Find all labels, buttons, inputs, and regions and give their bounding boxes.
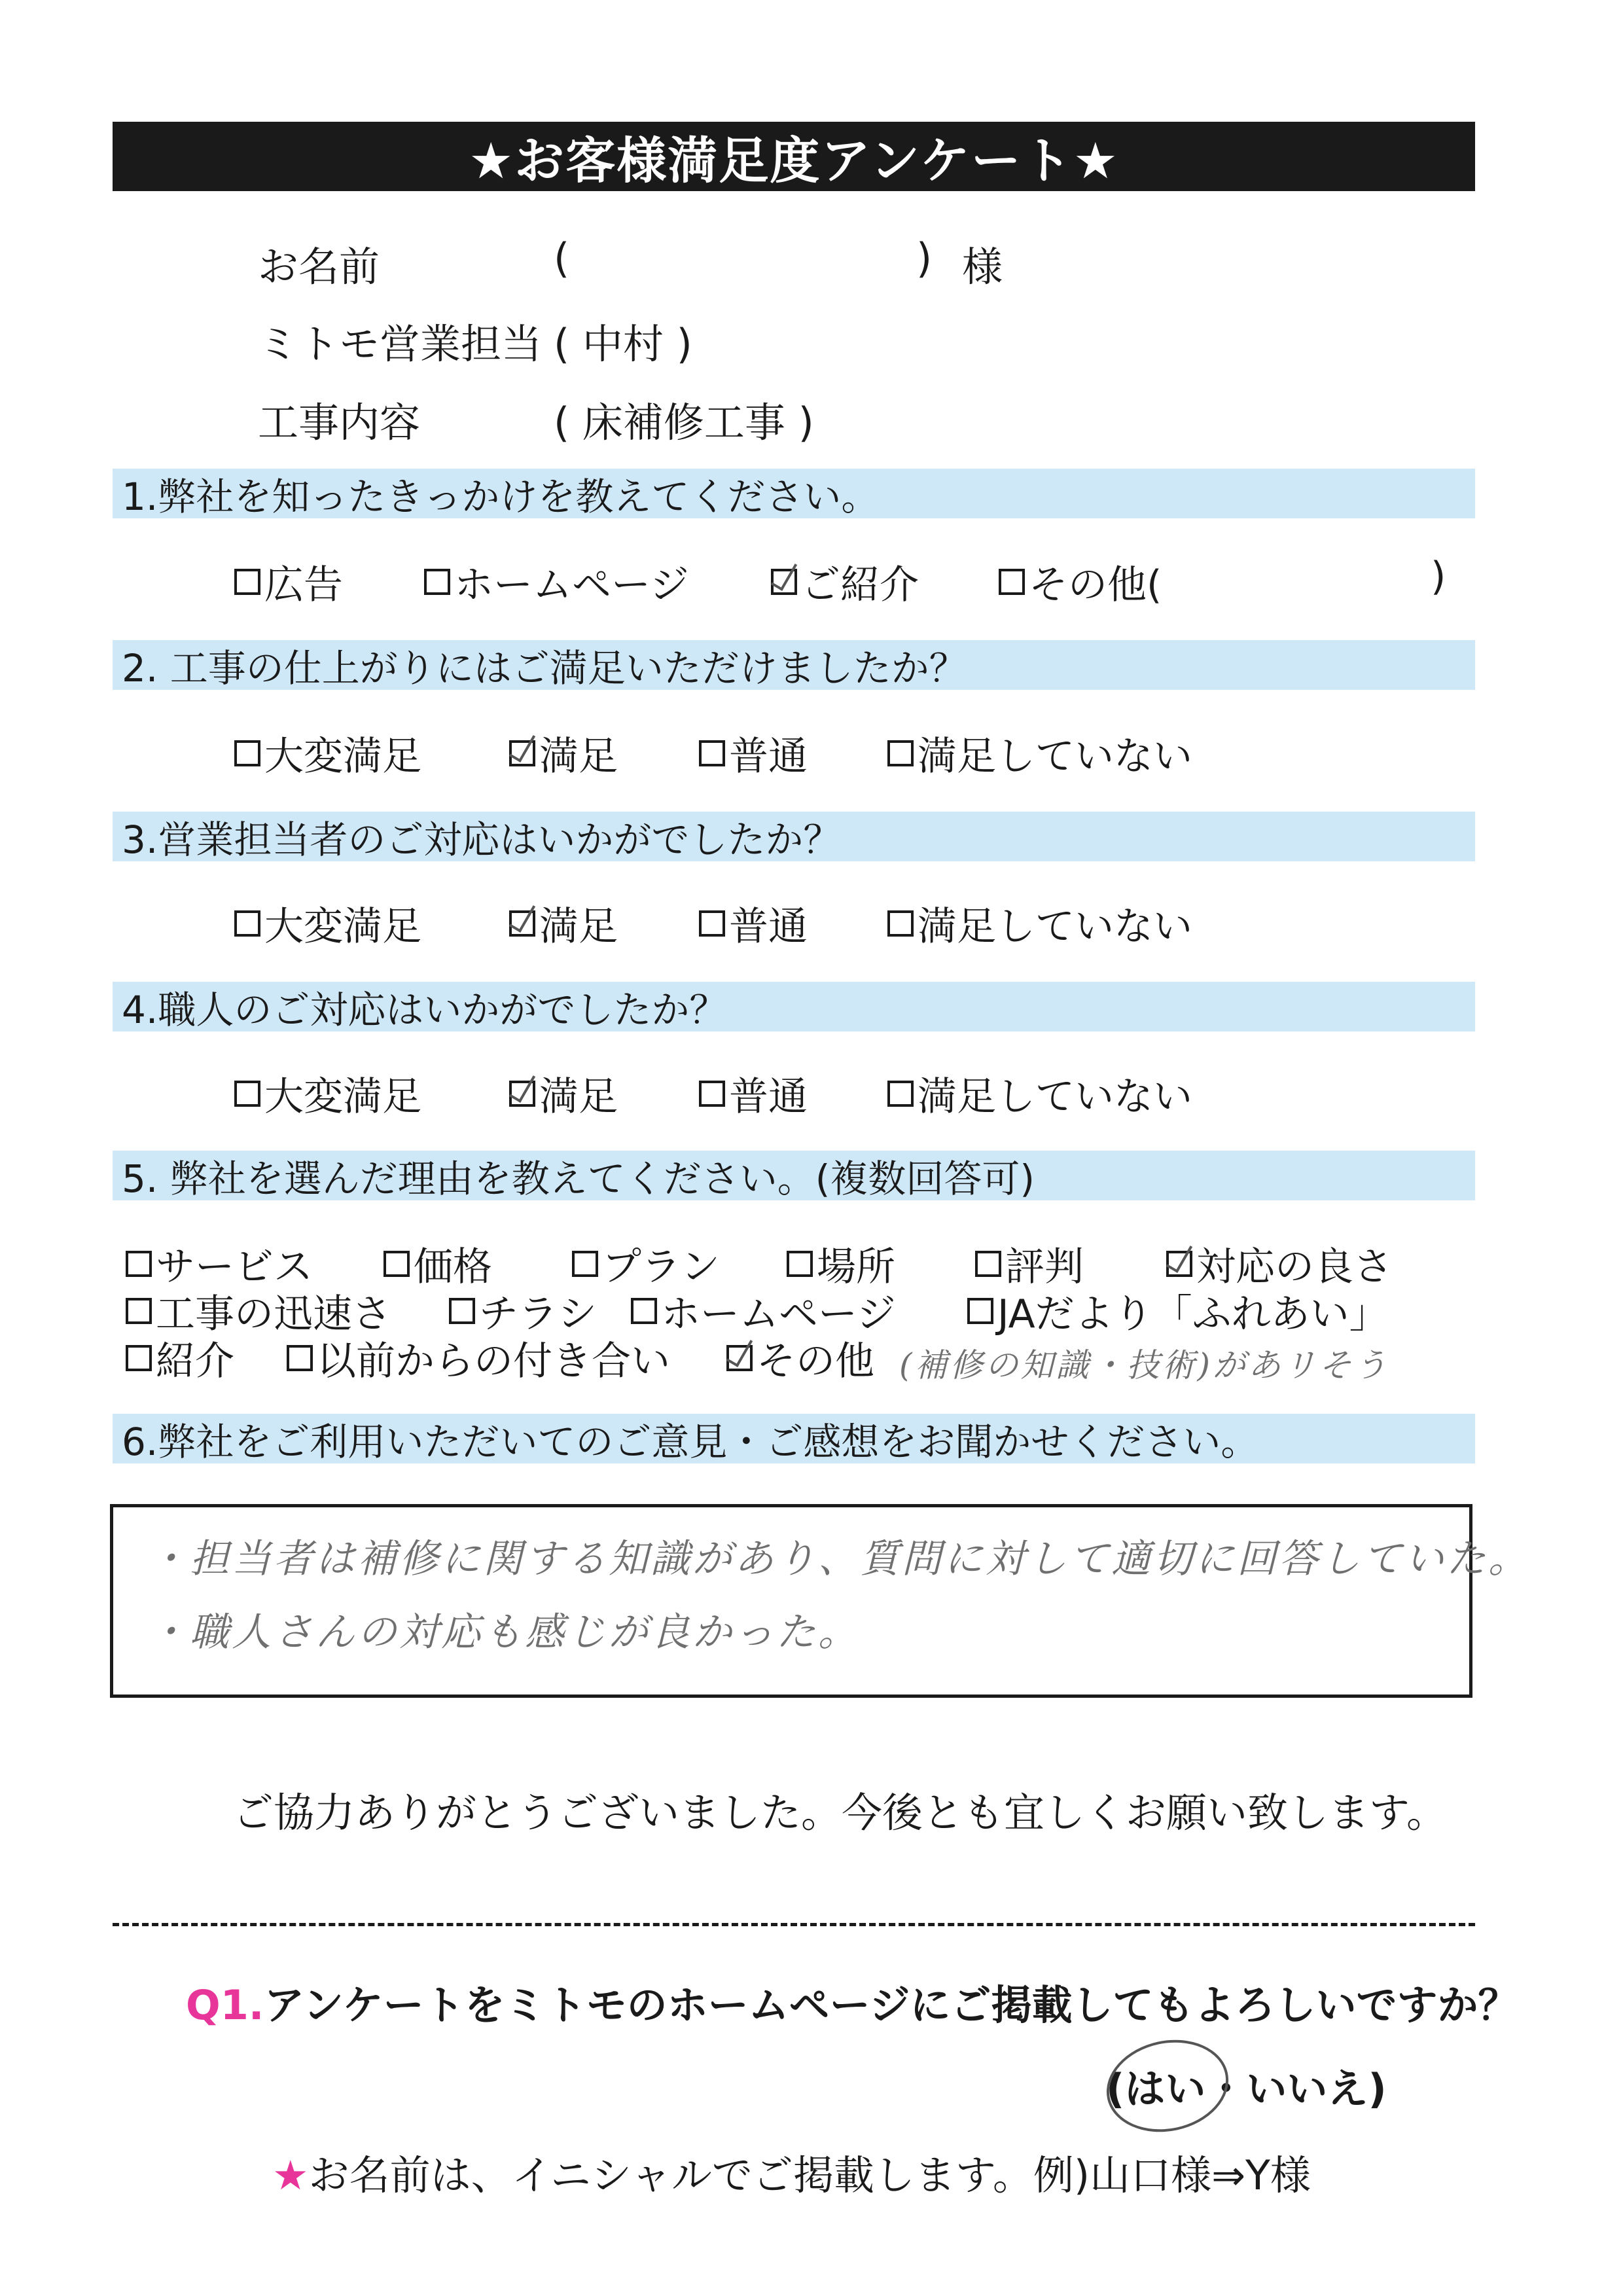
work-label: 工事内容: [258, 399, 421, 446]
q5-option-homepage[interactable]: ホームページ: [631, 1283, 896, 1339]
q1-other-close-paren: ): [1431, 554, 1446, 600]
q2-option-normal[interactable]: 普通: [699, 725, 808, 781]
question-3: 3.営業担当者のご対応はいかがでしたか？: [113, 812, 1475, 861]
q3-option-satisfied[interactable]: 満足: [509, 895, 618, 952]
checkbox-icon[interactable]: [887, 910, 914, 937]
q5-option-location[interactable]: 場所: [787, 1236, 895, 1292]
question-2: 2. 工事の仕上がりにはご満足いただけましたか？: [113, 640, 1475, 690]
selection-circle: [1098, 2029, 1238, 2143]
page-title: ★お客様満足度アンケート★: [113, 122, 1475, 191]
consent-question: [186, 1973, 1518, 2031]
q1-option-ad[interactable]: 広告: [234, 554, 343, 610]
question-1: 1.弊社を知ったきっかけを教えてください。: [113, 469, 1475, 518]
q5-other-handwritten: (補修の知識・技術)があリそう: [899, 1346, 1390, 1384]
star-icon: ★: [272, 2151, 309, 2199]
checkbox-icon[interactable]: [126, 1251, 152, 1277]
checkbox-icon[interactable]: [631, 1298, 657, 1324]
q5-option-other[interactable]: その他: [726, 1330, 874, 1386]
checkbox-icon[interactable]: [383, 1251, 410, 1277]
name-close-paren: ): [916, 234, 933, 282]
name-suffix: 様: [962, 243, 1003, 291]
q2-option-very-satisfied[interactable]: 大変満足: [234, 725, 421, 781]
sales-value: ( 中村 ): [554, 320, 692, 368]
checkbox-icon[interactable]: [234, 740, 260, 766]
q3-option-very-satisfied[interactable]: 大変満足: [234, 895, 421, 952]
checked-checkbox-icon[interactable]: [509, 740, 535, 766]
checkbox-icon[interactable]: [887, 740, 914, 766]
initials-note: [272, 2143, 1311, 2201]
consent-answer: (はい・いいえ): [1106, 2065, 1387, 2113]
q4-option-satisfied[interactable]: 満足: [509, 1066, 618, 1122]
name-field[interactable]: [589, 237, 903, 283]
q1-option-homepage[interactable]: ホームページ: [424, 554, 689, 610]
question-6: 6.弊社をご利用いただいてのご意見・ご感想をお聞かせください。: [113, 1414, 1475, 1463]
q5-option-existing-relationship[interactable]: 以前からの付き合い: [287, 1330, 670, 1386]
sales-label: ミトモ営業担当: [258, 320, 543, 368]
checkbox-icon[interactable]: [126, 1345, 152, 1371]
thanks-message: ご協力ありがとうございました。今後とも宜しくお願い致します。: [233, 1789, 1448, 1837]
q1-option-other[interactable]: その他(: [999, 554, 1162, 610]
comment-line-1: ・担当者は補修に関する知識があり、質問に対して適切に回答していた。: [148, 1536, 1530, 1582]
initials-note-text: お名前は、イニシャルでご掲載します。例)山口様⇒Y様: [308, 2151, 1311, 2199]
q5-option-speed[interactable]: 工事の迅速さ: [126, 1283, 391, 1339]
q4-option-not-satisfied[interactable]: 満足していない: [887, 1066, 1192, 1122]
work-value: ( 床補修工事 ): [554, 399, 814, 446]
q5-option-good-response[interactable]: 対応の良さ: [1166, 1236, 1393, 1292]
checkbox-icon[interactable]: [999, 569, 1025, 595]
checkbox-icon[interactable]: [449, 1298, 475, 1324]
checked-checkbox-icon[interactable]: [509, 910, 535, 937]
q2-option-not-satisfied[interactable]: 満足していない: [887, 725, 1192, 781]
q3-option-normal[interactable]: 普通: [699, 895, 808, 952]
name-label: お名前: [258, 243, 380, 291]
q5-option-ja-newsletter[interactable]: JAだより「ふれあい」: [967, 1283, 1389, 1339]
consent-question-label: Q1.: [186, 1981, 264, 2029]
q5-option-service[interactable]: サービス: [126, 1236, 313, 1292]
checkbox-icon[interactable]: [787, 1251, 813, 1277]
q5-option-plan[interactable]: プラン: [572, 1236, 720, 1292]
q4-option-very-satisfied[interactable]: 大変満足: [234, 1066, 421, 1122]
dashed-divider: [113, 1923, 1475, 1926]
comment-line-2: ・職人さんの対応も感じが良かった。: [148, 1609, 860, 1655]
consent-yes[interactable]: はい: [1124, 2065, 1206, 2113]
checkbox-icon[interactable]: [287, 1345, 313, 1371]
checkbox-icon[interactable]: [126, 1298, 152, 1324]
checkbox-icon[interactable]: [424, 569, 450, 595]
consent-question-text: アンケートをミトモのホームページにご掲載してもよろしいですか？: [264, 1981, 1519, 2029]
q2-option-satisfied[interactable]: 満足: [509, 725, 618, 781]
checkbox-icon[interactable]: [234, 910, 260, 937]
checkbox-icon[interactable]: [887, 1081, 914, 1107]
checked-checkbox-icon[interactable]: [509, 1081, 535, 1107]
checkbox-icon[interactable]: [699, 1081, 725, 1107]
question-5: 5. 弊社を選んだ理由を教えてください。(複数回答可): [113, 1151, 1475, 1200]
checkbox-icon[interactable]: [234, 569, 260, 595]
checked-checkbox-icon[interactable]: [771, 569, 797, 595]
checked-checkbox-icon[interactable]: [726, 1345, 753, 1371]
checkbox-icon[interactable]: [572, 1251, 598, 1277]
q5-option-referral[interactable]: 紹介: [126, 1330, 234, 1386]
q5-option-flyer[interactable]: チラシ: [449, 1283, 597, 1339]
q4-option-normal[interactable]: 普通: [699, 1066, 808, 1122]
q5-option-price[interactable]: 価格: [383, 1236, 492, 1292]
checkbox-icon[interactable]: [699, 740, 725, 766]
checkbox-icon[interactable]: [975, 1251, 1001, 1277]
name-open-paren: (: [554, 234, 570, 282]
consent-no[interactable]: いいえ: [1246, 2065, 1368, 2113]
q3-option-not-satisfied[interactable]: 満足していない: [887, 895, 1192, 952]
checked-checkbox-icon[interactable]: [1166, 1251, 1192, 1277]
checkbox-icon[interactable]: [699, 910, 725, 937]
checkbox-icon[interactable]: [967, 1298, 993, 1324]
question-4: 4.職人のご対応はいかがでしたか？: [113, 982, 1475, 1031]
checkbox-icon[interactable]: [234, 1081, 260, 1107]
q5-option-reputation[interactable]: 評判: [975, 1236, 1084, 1292]
q1-option-referral[interactable]: ご紹介: [771, 554, 919, 610]
